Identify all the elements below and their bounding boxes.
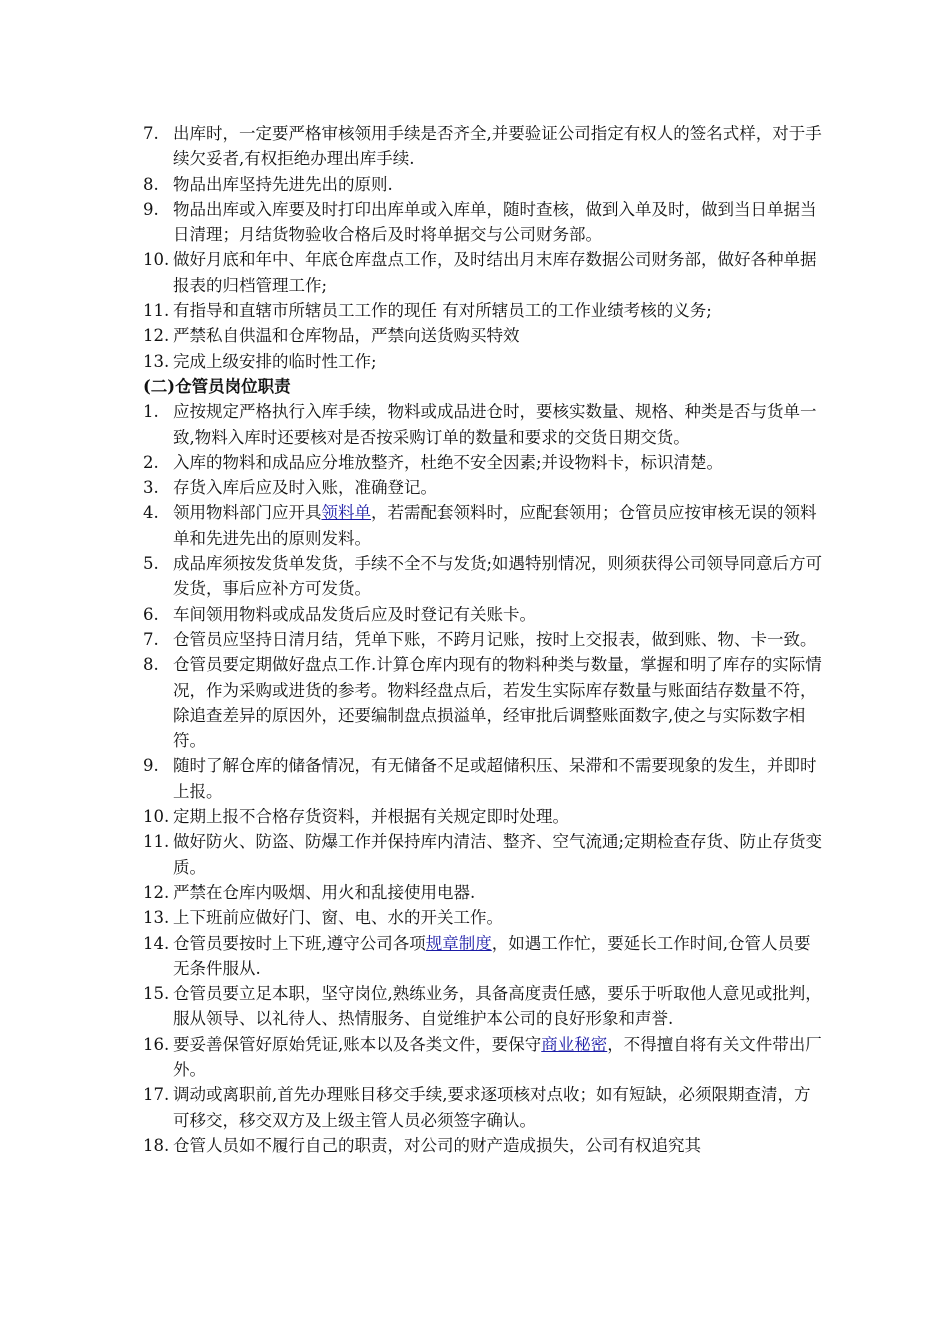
material-requisition-link[interactable]: 领料单: [321, 503, 371, 523]
item-number: 11.: [143, 832, 170, 852]
list-item: [143, 172, 823, 197]
list-item: [143, 753, 823, 804]
list-item: [143, 652, 823, 753]
item-text-after-link: ，若需配套领料时，应配套领用；仓管员应按审核无误的领料单和先进先出的原则发料。: [173, 503, 817, 548]
list-item: [143, 399, 823, 450]
list-item: [143, 829, 823, 880]
item-text: 做好月底和年中、年底仓库盘点工作，及时结出月末库存数据公司财务部，做好各种单据报表的归档管理工作;: [173, 250, 817, 295]
list-item: [143, 298, 823, 323]
item-text-after-link: ，不得擅自将有关文件带出厂外。: [173, 1034, 822, 1079]
item-number: 4.: [143, 503, 159, 523]
item-text: 定期上报不合格存货资料，并根据有关规定即时处理。: [173, 807, 569, 827]
item-text: 成品库须按发货单发货，手续不全不与发货;如遇特别情况，则须获得公司领导同意后方可发货，事后应补方可发货。: [173, 554, 823, 599]
item-text: 出库时，一定要严格审核领用手续是否齐全,并要验证公司指定有权人的签名式样，对于手续欠妥者,有权拒绝办理出库手续.: [173, 124, 822, 169]
list-item: [143, 804, 823, 829]
section-heading: (二)仓管员岗位职责: [143, 376, 291, 396]
item-text-after-link: ，如遇工作忙，要延长工作时间,仓管人员要无条件服从.: [173, 933, 811, 978]
duty-list-warehouse-keeper: [143, 399, 823, 1158]
item-number: 10.: [143, 250, 170, 270]
item-number: 13.: [143, 908, 170, 928]
item-number: 9.: [143, 756, 159, 776]
list-item: [143, 247, 823, 298]
item-text: 仓管员要定期做好盘点工作.计算仓库内现有的物料种类与数量，掌握和明了库存的实际情况，作为采购或进货的参考。物料经盘点后，若发生实际库存数量与账面结存数量不符，除追查差异的原因外，还要编制盘点损溢单，经审批后调整账面数字,使之与实际数字相符。: [173, 655, 822, 751]
item-number: 11.: [143, 301, 170, 321]
list-item: [143, 1032, 823, 1083]
item-number: 5.: [143, 554, 159, 574]
item-number: 12.: [143, 326, 170, 346]
item-text: 完成上级安排的临时性工作;: [173, 351, 377, 371]
list-item: [143, 880, 823, 905]
list-item: [143, 905, 823, 930]
item-text-before-link: 仓管员要按时上下班,遵守公司各项: [173, 933, 426, 953]
item-text: 物品出库或入库要及时打印出库单或入库单，随时查核，做到入单及时，做到当日单据当日清理；月结货物验收合格后及时将单据交与公司财务部。: [173, 199, 817, 245]
list-item: [143, 475, 823, 500]
list-item: [143, 121, 823, 172]
list-item: [143, 450, 823, 475]
trade-secret-link[interactable]: 商业秘密: [541, 1034, 608, 1054]
item-number: 14.: [143, 933, 170, 953]
item-text: 上下班前应做好门、窗、电、水的开关工作。: [173, 908, 503, 928]
item-text: 仓管员应坚持日清月结，凭单下账，不跨月记账，按时上交报表，做到账、物、卡一致。: [173, 629, 817, 649]
list-item: [143, 551, 823, 602]
duty-list-part1: [143, 121, 823, 374]
item-text: 随时了解仓库的储备情况，有无储备不足或超储积压、呆滞和不需要现象的发生，并即时上报。: [173, 756, 817, 801]
list-item: [143, 323, 823, 348]
page-content: [143, 121, 823, 1158]
item-number: 3.: [143, 478, 159, 498]
list-item: [143, 931, 823, 982]
item-text: 车间领用物料或成品发货后应及时登记有关账卡。: [173, 604, 536, 624]
list-item: [143, 349, 823, 374]
item-number: 17.: [143, 1085, 170, 1105]
item-number: 8.: [143, 174, 159, 194]
list-item: [143, 197, 823, 248]
item-number: 10.: [143, 807, 170, 827]
item-number: 9.: [143, 199, 159, 219]
item-text: 入库的物料和成品应分堆放整齐，杜绝不安全因素;并设物料卡，标识清楚。: [173, 452, 724, 472]
rules-regulations-link[interactable]: 规章制度: [425, 933, 492, 953]
list-item: [143, 602, 823, 627]
item-number: 7.: [143, 629, 159, 649]
item-number: 15.: [143, 984, 170, 1004]
item-text: 严禁私自供温和仓库物品，严禁向送货购买特效: [173, 326, 520, 346]
item-text-before-link: 要妥善保管好原始凭证,账本以及各类文件，要保守: [173, 1034, 542, 1054]
item-number: 8.: [143, 655, 159, 675]
list-item: [143, 981, 823, 1032]
item-text: 仓管员要立足本职，坚守岗位,熟练业务，具备高度责任感，要乐于听取他人意见或批判，服从领导、以礼待人、热情服务、自觉维护本公司的良好形象和声誉.: [173, 984, 822, 1029]
list-item: [143, 627, 823, 652]
item-text: 做好防火、防盗、防爆工作并保持库内清洁、整齐、空气流通;定期检查存货、防止存货变质。: [173, 832, 823, 877]
item-text-before-link: 领用物料部门应开具: [173, 503, 322, 523]
list-item: [143, 1133, 823, 1158]
item-number: 2.: [143, 452, 159, 472]
item-number: 16.: [143, 1034, 170, 1054]
item-number: 1.: [143, 402, 159, 422]
item-number: 12.: [143, 882, 170, 902]
item-text: 应按规定严格执行入库手续，物料或成品进仓时，要核实数量、规格、种类是否与货单一致,物料入库时还要核对是否按采购订单的数量和要求的交货日期交货。: [173, 402, 817, 447]
item-text: 有指导和直辖市所辖员工工作的现任 有对所辖员工的工作业绩考核的义务;: [173, 301, 712, 321]
item-text: 严禁在仓库内吸烟、用火和乱接使用电器.: [173, 882, 476, 902]
list-item: [143, 1082, 823, 1133]
item-number: 7.: [143, 124, 159, 143]
item-text: 仓管人员如不履行自己的职责，对公司的财产造成损失，公司有权追究其: [173, 1135, 701, 1155]
item-number: 6.: [143, 604, 159, 624]
item-number: 13.: [143, 351, 170, 371]
item-text: 调动或离职前,首先办理账目移交手续,要求逐项核对点收；如有短缺，必须限期查清，方可移交，移交双方及上级主管人员必须签字确认。: [173, 1085, 811, 1130]
item-number: 18.: [143, 1135, 170, 1155]
item-text: 存货入库后应及时入账，准确登记。: [173, 478, 437, 498]
item-text: 物品出库坚持先进先出的原则.: [173, 174, 393, 194]
list-item: [143, 500, 823, 551]
